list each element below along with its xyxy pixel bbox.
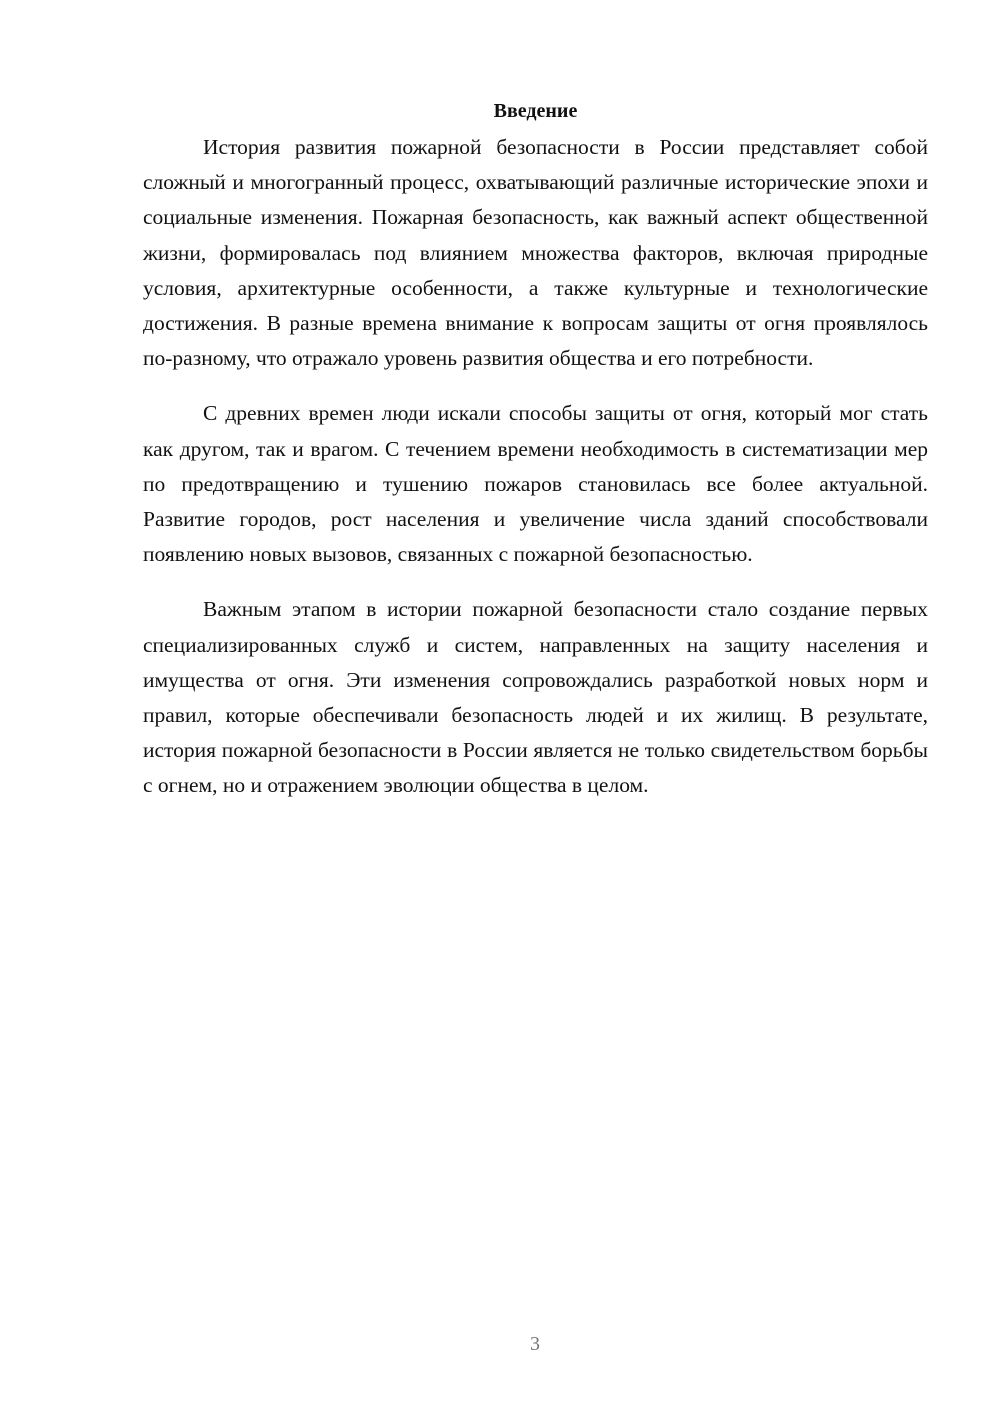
section-title: Введение (493, 100, 578, 122)
paragraph-1: История развития пожарной безопасности в России представляет собой сложный и многогранный процесс, охватывающий различные исторические эпохи и социальные изменения. Пожарная безопасность, как важный аспект общественной жизни, формировалась под влиянием множества факторов, включая природные условия, архитектурные особенности, а также культурные и технологические достижения. В разные времена внимание к вопросам защиты от огня проявлялось по-разному, что отражало уровень развития общества и его потребности. (143, 135, 928, 371)
paragraph-2: С древних времен люди искали способы защиты от огня, который мог стать как другом, так и врагом. С течением времени необходимость в систематизации мер по предотвращению и тушению пожаров становилась все более актуальной. Развитие городов, рост населения и увеличение числа зданий способствовали появлению новых вызовов, связанных с пожарной безопасностью. (143, 401, 928, 567)
page-number: 3 (530, 1333, 540, 1355)
paragraph-3: Важным этапом в истории пожарной безопасности стало создание первых специализированных служб и систем, направленных на защиту населения и имущества от огня. Эти изменения сопровождались разработкой новых норм и правил, которые обеспечивали безопасность людей и их жилищ. В результате, история пожарной безопасности в России является не только свидетельством борьбы с огнем, но и отражением эволюции общества в целом. (143, 597, 928, 798)
page-content (143, 96, 928, 824)
